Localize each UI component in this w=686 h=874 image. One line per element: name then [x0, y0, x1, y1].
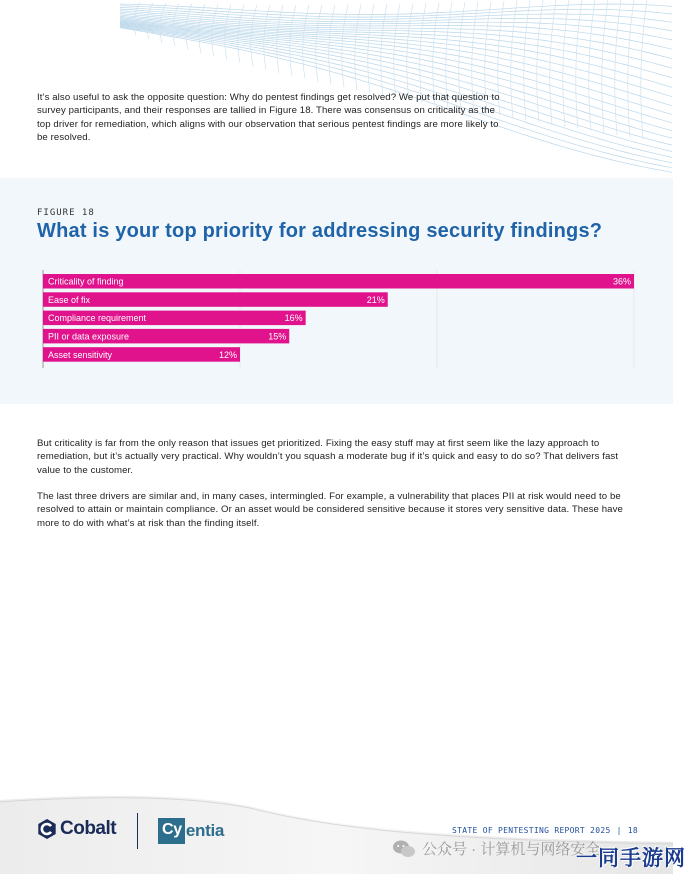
logo-divider [137, 813, 138, 849]
footer-report-info [452, 826, 638, 835]
figure-title: What is your top priority for addressing security findings? [37, 220, 603, 242]
figure-label: FIGURE 18 [37, 208, 95, 218]
footer-page-number: 18 [627, 826, 638, 835]
body-paragraph-1: But criticality is far from the only reason that issues get prioritized. Fixing the easy stuff may at first seem like the lazy approach to remediation, but it’s actually very practical. Why wouldn’t you squash a moderate bug if it’s quick and easy to do so? That delivers fast value to the customer. [37, 438, 619, 476]
chart-category-label: Ease of fix [48, 294, 91, 305]
chart-category-label: Asset sensitivity [48, 349, 113, 360]
footer-separator: | [616, 826, 622, 835]
cyentia-logo-box: Cy [158, 818, 185, 844]
chart-value-label: 21% [366, 294, 385, 305]
chart-value-label: 12% [218, 349, 237, 360]
chart-value-label: 36% [612, 276, 631, 287]
chart-category-label: Criticality of finding [48, 276, 124, 287]
footer-report-title: STATE OF PENTESTING REPORT 2025 [452, 826, 611, 835]
chart-bars [43, 274, 634, 362]
bar-chart [40, 268, 640, 372]
chart-category-label: PII or data exposure [48, 331, 130, 342]
cobalt-logo [36, 818, 116, 840]
body-paragraph-2: The last three drivers are similar and, in many cases, intermingled. For example, a vulnerability that places PII at risk would need to be resolved to attain or maintain compliance. Or an asset would be considered sensitive because it stores very sensitive data. These have more to do with what’s at risk than the finding itself. [37, 491, 623, 529]
watermark-text: 公众号 · 计算机与网络安全 [422, 841, 601, 858]
chart-bar [43, 292, 388, 307]
cyentia-logo [158, 818, 224, 844]
cobalt-logo-icon [36, 818, 58, 840]
chart-value-label: 16% [284, 313, 303, 324]
wechat-icon [392, 839, 416, 859]
watermark [392, 838, 600, 859]
cyentia-logo-text: entia [185, 821, 225, 840]
cobalt-logo-text: Cobalt [60, 818, 117, 839]
watermark-brand: 一同手游网 [576, 847, 686, 870]
intro-paragraph: It’s also useful to ask the opposite question: Why do pentest findings get resolved? We put that question to survey participants, and their responses are tallied in Figure 18. There was consensus on criticality as the top driver for remediation, which aligns with our observation that serious pentest findings are more likely to be resolved. [37, 92, 500, 143]
chart-value-label: 15% [268, 331, 287, 342]
chart-bar [43, 274, 634, 289]
chart-category-label: Compliance requirement [48, 313, 147, 324]
